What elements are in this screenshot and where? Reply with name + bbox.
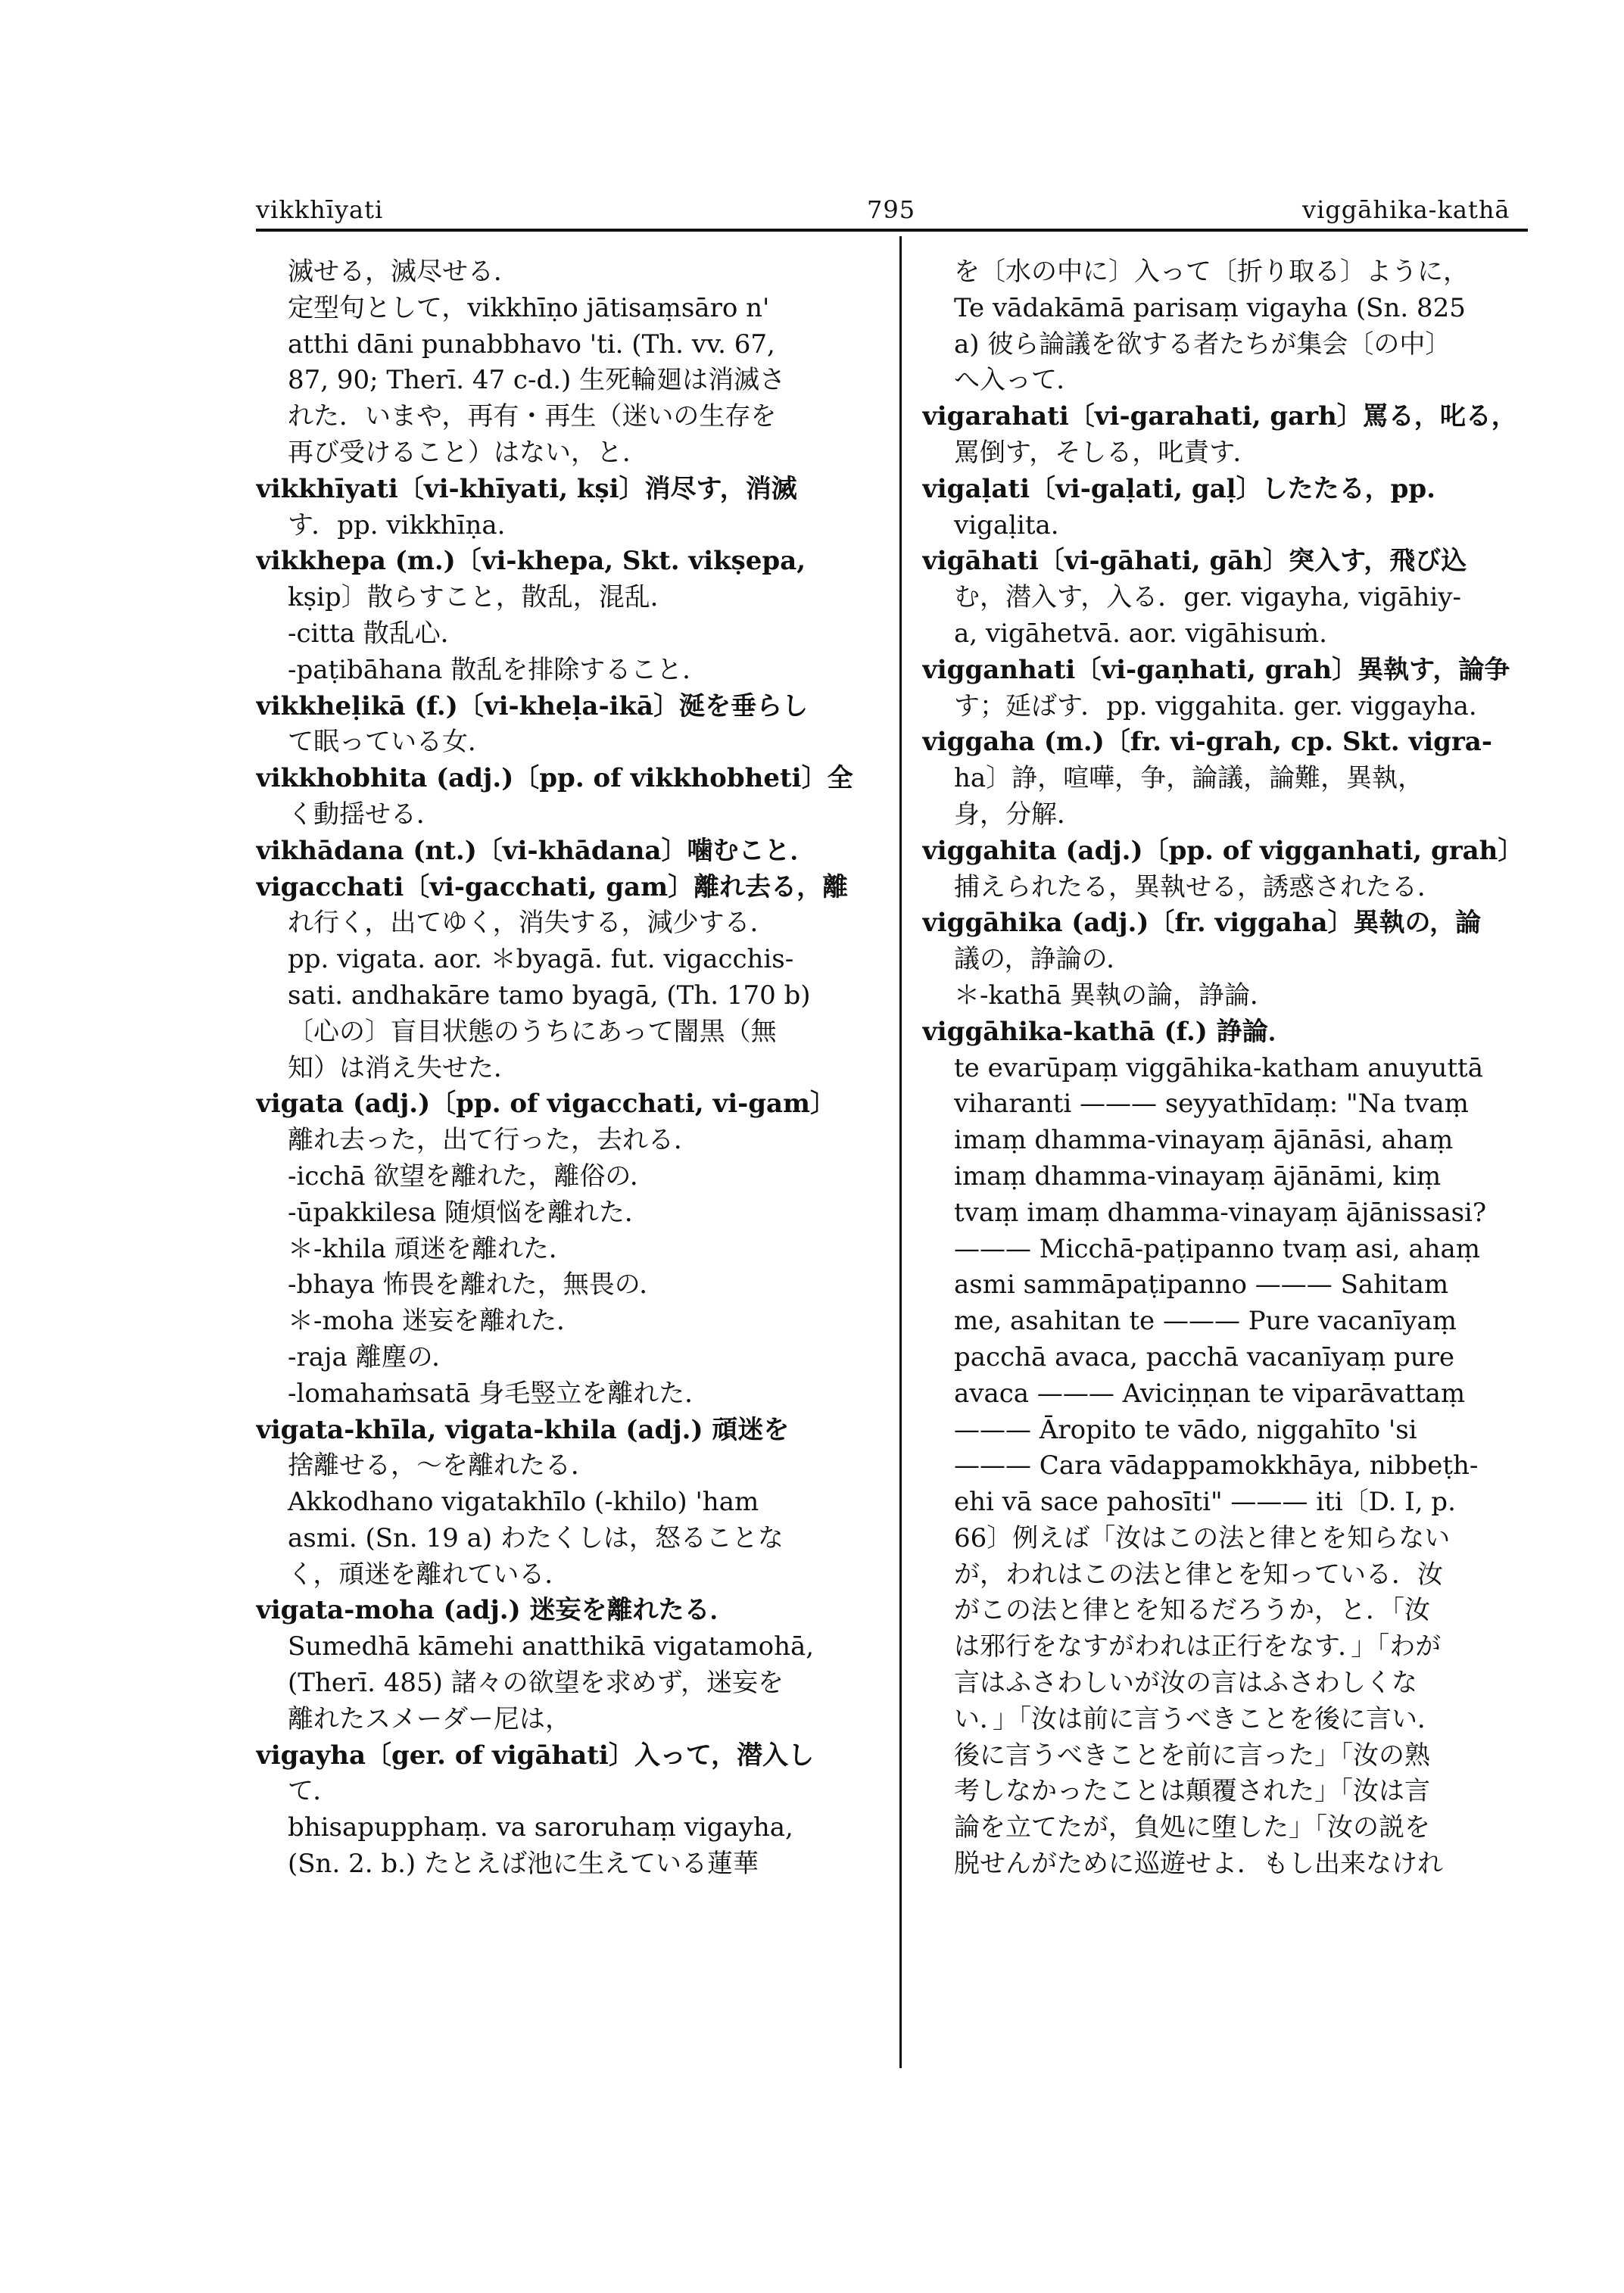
entry-headword-line: vigarahati〔vi-garahati, garh〕罵る，叱る， [922, 401, 1517, 432]
entry-text-line: asmi sammāpaṭipanno ——— Sahitam [954, 1270, 1449, 1301]
entry-text-line: 離れ去った，出て行った，去れる． [288, 1125, 700, 1156]
entry-text-line: a, vigāhetvā. aor. vigāhisuṁ. [954, 618, 1327, 649]
entry-text-line: ＊-khila 頑迷を離れた． [288, 1233, 575, 1264]
entry-headword-line: vigaḷati〔vi-gaḷati, gaḷ〕したたる，pp. [922, 473, 1435, 504]
entry-text-line: 罵倒す，そしる，叱責す． [954, 437, 1259, 468]
entry-text-line: へ入って． [954, 365, 1083, 396]
entry-text-line: を〔水の中に〕入って〔折り取る〕ように， [954, 257, 1469, 287]
page-number: 795 [867, 195, 916, 224]
entry-text-line: 後に言うべきことを前に言った」「汝の熟 [954, 1740, 1430, 1771]
entry-text-line: す．pp. vikkhīṇa. [288, 509, 506, 541]
entry-text-line: tvaṃ imaṃ dhamma-vinayaṃ ājānissasi? [954, 1197, 1487, 1228]
entry-text-line: 論を立てたが，負処に堕した」「汝の説を [954, 1812, 1430, 1843]
entry-text-line: -paṭibāhana 散乱を排除すること． [288, 654, 709, 685]
entry-text-line: -bhaya 怖畏を離れた，無畏の． [288, 1270, 665, 1301]
entry-text-line: bhisapupphaṃ. va saroruhaṃ vigayha, [288, 1812, 793, 1843]
entry-text-line: kṣip〕散らすこと，散乱，混乱． [288, 582, 676, 613]
entry-headword-line: vigayha〔ger. of vigāhati〕入って，潜入し [256, 1740, 815, 1771]
entry-text-line: て眠っている女． [288, 727, 494, 758]
entry-text-line: が，われはこの法と律とを知っている．汝 [954, 1559, 1443, 1590]
entry-text-line: 滅せる，滅尽せる． [288, 257, 519, 287]
entry-text-line: ha〕諍，喧嘩，争，論議，論難，異執， [954, 763, 1424, 794]
entry-text-line: (Sn. 2. b.) たとえば池に生えている蓮華 [288, 1849, 759, 1880]
entry-text-line: ——— Cara vādappamokkhāya, nibbeṭh- [954, 1450, 1479, 1481]
entry-headword-line: vigāhati〔vi-gāhati, gāh〕突入す，飛び込 [922, 546, 1467, 577]
entry-text-line: く動揺せる． [288, 799, 442, 830]
entry-text-line: Sumedhā kāmehi anatthikā vigatamohā, [288, 1631, 815, 1662]
right-column [922, 254, 1528, 1883]
entry-text-line: 脱せんがために巡遊せよ．もし出来なけれ [954, 1849, 1443, 1880]
entry-headword-line: vikkheḷikā (f.)〔vi-kheḷa-ikā〕涎を垂らし [256, 690, 809, 721]
entry-text-line: ＊-moha 迷妄を離れた． [288, 1306, 583, 1337]
entry-text-line: ——— Micchā-paṭipanno tvaṃ asi, ahaṃ [954, 1233, 1480, 1264]
entry-text-line: Te vādakāmā parisaṃ vigayha (Sn. 825 [954, 292, 1466, 323]
entry-text-line: がこの法と律とを知るだろうか，と．「汝 [954, 1595, 1430, 1626]
entry-text-line: sati. andhakāre tamo byagā, (Th. 170 b) [288, 980, 811, 1011]
entry-headword-line: vikhādana (nt.)〔vi-khādana〕噛むこと． [256, 835, 816, 866]
entry-text-line: imaṃ dhamma-vinayaṃ ājānāmi, kiṃ [954, 1161, 1442, 1192]
entry-text-line: れた．いまや，再有・再生（迷いの生存を [288, 401, 777, 432]
column-divider [899, 236, 902, 2068]
entry-text-line: imaṃ dhamma-vinayaṃ ājānāsi, ahaṃ [954, 1125, 1454, 1156]
entry-text-line: pacchā avaca, pacchā vacanīyaṃ pure [954, 1341, 1454, 1372]
entry-text-line: Akkodhano vigatakhīlo (-khilo) 'ham [288, 1487, 759, 1518]
entry-text-line: ＊-kathā 異執の論，諍論． [954, 980, 1276, 1011]
entry-text-line: 議の，諍論の． [954, 944, 1133, 975]
entry-headword-line: vikkhepa (m.)〔vi-khepa, Skt. vikṣepa, [256, 546, 806, 577]
entry-headword-line: viggāhika-kathā (f.) 諍論． [922, 1016, 1294, 1047]
entry-text-line: 考しなかったことは顛覆された」「汝は言 [954, 1776, 1430, 1807]
entry-text-line: ——— Āropito te vādo, niggahīto 'si [954, 1414, 1417, 1445]
entry-text-line: -lomahaṁsatā 身毛竪立を離れた． [288, 1378, 711, 1409]
entry-text-line: れ行く，出てゆく，消失する，減少する． [288, 908, 776, 939]
entry-text-line: 身，分解． [954, 799, 1083, 830]
entry-headword-line: vigganhati〔vi-gaṇhati, grah〕異執す，論争 [922, 654, 1510, 685]
entry-text-line: a) 彼ら論議を欲する者たちが集会〔の中〕 [954, 329, 1451, 360]
entry-text-line: い．」「汝は前に言うべきことを後に言い． [954, 1703, 1443, 1734]
entry-text-line: て． [288, 1776, 339, 1807]
entry-text-line: 〔心の〕盲目状態のうちにあって闇黒（無 [288, 1016, 777, 1047]
entry-text-line: 知）は消え失せた． [288, 1052, 519, 1083]
entry-text-line: 言はふさわしいが汝の言はふさわしくな [954, 1668, 1417, 1699]
left-column [256, 254, 871, 1883]
entry-text-line: vigaḷita. [954, 509, 1059, 541]
entry-headword-line: viggahita (adj.)〔pp. of vigganhati, grah〕 [922, 835, 1524, 866]
entry-headword-line: vigacchati〔vi-gacchati, gam〕離れ去る，離 [256, 871, 849, 902]
entry-text-line: me, asahitan te ——— Pure vacanīyaṃ [954, 1306, 1457, 1337]
entry-text-line: 離れたスメーダー尼は， [288, 1703, 571, 1734]
running-head-right: viggāhika-kathā [1302, 195, 1510, 224]
entry-text-line: む，潜入す，入る．ger. vigayha, vigāhiy- [954, 582, 1461, 613]
entry-text-line: -ūpakkilesa 随煩悩を離れた． [288, 1197, 651, 1228]
entry-text-line: 定型句として，vikkhīṇo jātisaṃsāro n' [288, 292, 770, 323]
entry-text-line: asmi. (Sn. 19 a) わたくしは，怒ることな [288, 1522, 784, 1553]
entry-text-line: -citta 散乱心． [288, 618, 466, 649]
running-head-left: vikkhīyati [256, 195, 384, 224]
entry-text-line: 87, 90; Therī. 47 c-d.) 生死輪廻は消滅さ [288, 365, 786, 396]
entry-text-line: -icchā 欲望を離れた，離俗の． [288, 1161, 656, 1192]
entry-text-line: は邪行をなすがわれは正行をなす．」「わが [954, 1631, 1442, 1662]
entry-text-line: (Therī. 485) 諸々の欲望を求めず，迷妄を [288, 1668, 784, 1699]
entry-headword-line: vigata-khīla, vigata-khila (adj.) 頑迷を [256, 1414, 790, 1445]
entry-headword-line: vigata (adj.)〔pp. of vigacchati, vi-gam〕 [256, 1089, 837, 1120]
entry-text-line: viharanti ——— seyyathīdaṃ: "Na tvaṃ [954, 1089, 1469, 1120]
entry-text-line: 捕えられたる，異執せる，誘惑されたる． [954, 871, 1443, 902]
entry-text-line: す；延ばす．pp. viggahita. ger. viggayha. [954, 690, 1477, 721]
entry-headword-line: vigata-moha (adj.) 迷妄を離れたる． [256, 1595, 736, 1626]
entry-text-line: atthi dāni punabbhavo 'ti. (Th. vv. 67, [288, 329, 775, 360]
entry-headword-line: viggaha (m.)〔fr. vi-grah, cp. Skt. vigra- [922, 727, 1492, 758]
entry-text-line: avaca ——— Aviciṇṇan te viparāvattaṃ [954, 1378, 1466, 1409]
entry-text-line: 捨離せる，〜を離れたる． [288, 1450, 597, 1481]
entry-text-line: 66〕例えば「汝はこの法と律とを知らない [954, 1522, 1451, 1553]
entry-headword-line: viggāhika (adj.)〔fr. viggaha〕異執の，論 [922, 908, 1482, 939]
entry-text-line: 再び受けること）はない，と． [288, 437, 648, 468]
entry-text-line: く，頑迷を離れている． [288, 1559, 571, 1590]
header-rule [256, 229, 1528, 232]
entry-text-line: te evarūpaṃ viggāhika-katham anuyuttā [954, 1052, 1483, 1083]
entry-headword-line: vikkhīyati〔vi-khīyati, kṣi〕消尽す，消滅 [256, 473, 797, 504]
entry-text-line: ehi vā sace pahosīti" ——— iti〔D. I, p. [954, 1487, 1456, 1518]
entry-text-line: pp. vigata. aor. ＊byagā. fut. vigacchis- [288, 944, 794, 975]
entry-text-line: -raja 離塵の． [288, 1341, 458, 1372]
entry-headword-line: vikkhobhita (adj.)〔pp. of vikkhobheti〕全 [256, 763, 853, 794]
